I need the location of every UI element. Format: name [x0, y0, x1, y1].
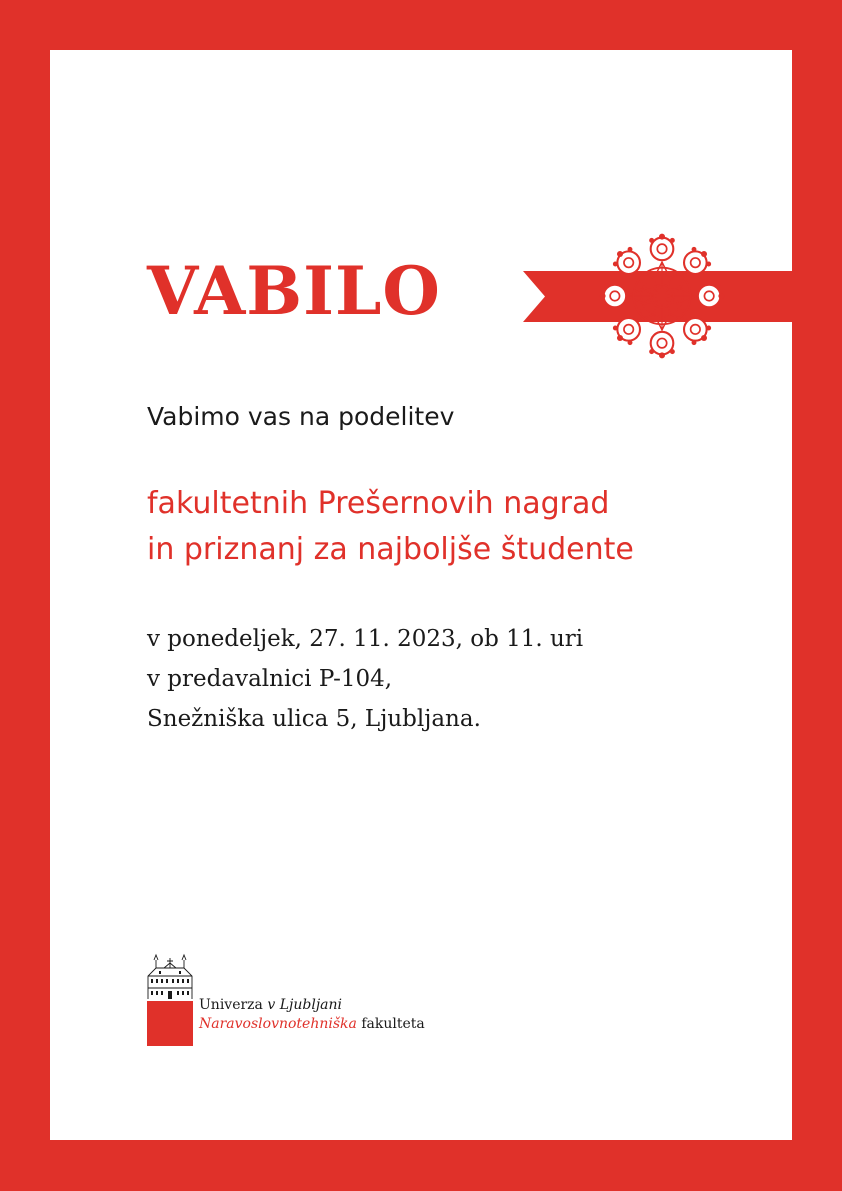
university-prefix: Univerza: [199, 997, 263, 1013]
event-address-line: Snežniška ulica 5, Ljubljana.: [147, 706, 481, 732]
university-building-icon: [146, 952, 194, 1000]
event-details: [147, 619, 583, 739]
event-name: [147, 481, 634, 573]
university-name-line: [199, 996, 425, 1015]
university-logo-text: [199, 996, 425, 1034]
lace-snowflake-icon: [596, 228, 728, 364]
event-room-line: v predavalnici P-104,: [147, 666, 393, 692]
faculty-name: Naravoslovnotehniška: [199, 1016, 357, 1032]
intro-text: Vabimo vas na podelitev: [147, 402, 455, 431]
university-name: v Ljubljani: [267, 997, 342, 1013]
event-name-line: in priznanj za najboljše študente: [147, 532, 634, 567]
faculty-suffix: fakulteta: [361, 1016, 425, 1032]
event-name-line: fakultetnih Prešernovih nagrad: [147, 486, 610, 521]
logo-red-square: [147, 1001, 193, 1046]
faculty-name-line: [199, 1015, 425, 1034]
invitation-title: VABILO: [147, 252, 441, 330]
event-date-line: v ponedeljek, 27. 11. 2023, ob 11. uri: [147, 626, 584, 652]
